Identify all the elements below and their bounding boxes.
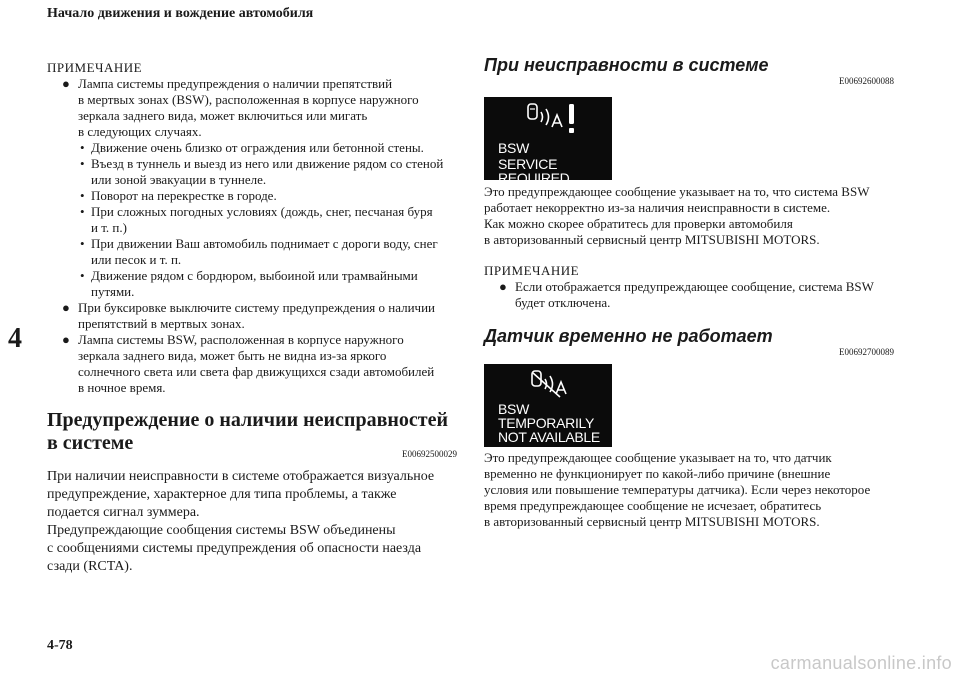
sub-bullet: • Движение рядом с бордюром, выбоиной или трамвайными путями. <box>47 268 457 300</box>
text-line: зеркала заднего вида, может быть не видна из-за яркого <box>78 348 387 363</box>
service-required-display <box>484 97 612 186</box>
text-line: в мертвых зонах (BSW), расположенная в корпусе наружного <box>78 92 419 107</box>
text-line: Это предупреждающее сообщение указывает на то, что система BSW <box>484 184 870 199</box>
bullet-dot-icon: ● <box>62 332 70 347</box>
text-line: При сложных погодных условиях (дождь, снег, песчаная буря <box>91 204 433 219</box>
text-line: Если отображается предупреждающее сообщение, система BSW <box>515 279 874 294</box>
temporarily-unavailable-display <box>484 364 612 447</box>
heading-line: Предупреждение о наличии неисправностей <box>47 409 448 431</box>
note-bullet <box>47 300 457 332</box>
text-line: Лампа системы BSW, расположенная в корпусе наружного <box>78 332 404 347</box>
sub-bullet: • Поворот на перекрестке в городе. <box>47 188 457 204</box>
bsw-unavailable-icon <box>530 370 570 400</box>
note-label: ПРИМЕЧАНИЕ <box>47 60 143 75</box>
bsw-warning-icon <box>526 103 606 137</box>
bullet-dot-icon: ● <box>62 76 70 91</box>
bullet-dot-icon: ● <box>499 279 507 294</box>
display-text: NOT AVAILABLE <box>498 429 600 445</box>
left-column <box>47 60 457 576</box>
text-line: Въезд в туннель и выезд из него или движение рядом со стеной <box>91 156 444 171</box>
text-line: Это предупреждающее сообщение указывает на то, что датчик <box>484 450 832 465</box>
text-line: условия или повышение температуры датчика). Если через некоторое <box>484 482 871 497</box>
section-code: E00692700089 <box>839 347 894 357</box>
text-line: При наличии неисправности в системе отображается визуальное <box>47 469 435 484</box>
text-line: путями. <box>91 284 135 299</box>
text-line: Поворот на перекрестке в городе. <box>91 188 277 203</box>
heading-line: в системе <box>47 432 134 454</box>
text-line: или песок и т. п. <box>91 252 182 267</box>
display-text: SERVICE REQUIRED <box>498 156 570 186</box>
text-line: При буксировке выключите систему предупреждения о наличии <box>78 300 435 315</box>
text-line: Движение рядом с бордюром, выбоиной или трамвайными <box>91 268 418 283</box>
sub-bullet: • При сложных погодных условиях (дождь, снег, песчаная буря и т. п.) <box>47 204 457 236</box>
text-line: будет отключена. <box>515 295 611 310</box>
sub-bullet: • Въезд в туннель и выезд из него или движение рядом со стеной или зоной эвакуации в туннеле. <box>47 156 457 188</box>
text-line: предупреждение, характерное для типа проблемы, а также <box>47 487 397 502</box>
chapter-tab: 4 <box>8 323 22 354</box>
text-line: и т. п.) <box>91 220 127 235</box>
watermark: carmanualsonline.info <box>770 653 952 673</box>
note-bullet <box>47 76 457 140</box>
text-line: Лампа системы предупреждения о наличии препятствий <box>78 76 393 91</box>
section-paragraph <box>484 450 894 530</box>
subsection-heading: Датчик временно не работает <box>484 326 773 346</box>
display-text: BSW <box>498 140 529 156</box>
text-line: сзади (RCTA). <box>47 559 133 574</box>
display-text: TEMPORARILY <box>498 415 595 431</box>
text-line: в следующих случаях. <box>78 124 202 139</box>
text-line: Движение очень близко от ограждения или бетонной стены. <box>91 140 424 155</box>
bullet-dot-icon: ● <box>62 300 70 315</box>
note-label: ПРИМЕЧАНИЕ <box>484 263 580 278</box>
section-code: E00692600088 <box>839 76 894 86</box>
section-code: E00692500029 <box>402 449 457 459</box>
text-line: Предупреждающие сообщения системы BSW объединены <box>47 523 396 538</box>
note-bullet <box>47 332 457 396</box>
subsection-heading: При неисправности в системе <box>484 55 769 75</box>
text-line: в авторизованный сервисный центр MITSUBISHI MOTORS. <box>484 232 820 247</box>
display-text: BSW <box>498 401 529 417</box>
text-line: в ночное время. <box>78 380 166 395</box>
sub-bullet: • При движении Ваш автомобиль поднимает с дороги воду, снег или песок и т. п. <box>47 236 457 268</box>
section-paragraph <box>484 184 894 248</box>
text-line: солнечного света или света фар движущихся сзади автомобилей <box>78 364 435 379</box>
section-paragraph <box>47 468 457 576</box>
text-line: временно не функционирует по какой-либо причине (внешние <box>484 466 831 481</box>
text-line: Как можно скорее обратитесь для проверки автомобиля <box>484 216 793 231</box>
text-line: препятствий в мертвых зонах. <box>78 316 245 331</box>
text-line: зеркала заднего вида, может включиться или мигать <box>78 108 368 123</box>
text-line: в авторизованный сервисный центр MITSUBISHI MOTORS. <box>484 514 820 529</box>
page-number: 4-78 <box>47 638 73 653</box>
right-column <box>484 54 894 530</box>
sub-bullet: • Движение очень близко от ограждения или бетонной стены. <box>47 140 457 156</box>
page-header-title: Начало движения и вождение автомобиля <box>47 6 314 21</box>
text-line: с сообщениями системы предупреждения об опасности наезда <box>47 541 422 556</box>
text-line: При движении Ваш автомобиль поднимает с дороги воду, снег <box>91 236 438 251</box>
note-bullet <box>484 279 894 311</box>
text-line: работает некорректно из-за наличия неисправности в системе. <box>484 200 831 215</box>
text-line: или зоной эвакуации в туннеле. <box>91 172 267 187</box>
text-line: время предупреждающее сообщение не исчезает, обратитесь <box>484 498 822 513</box>
text-line: подается сигнал зуммера. <box>47 505 200 520</box>
